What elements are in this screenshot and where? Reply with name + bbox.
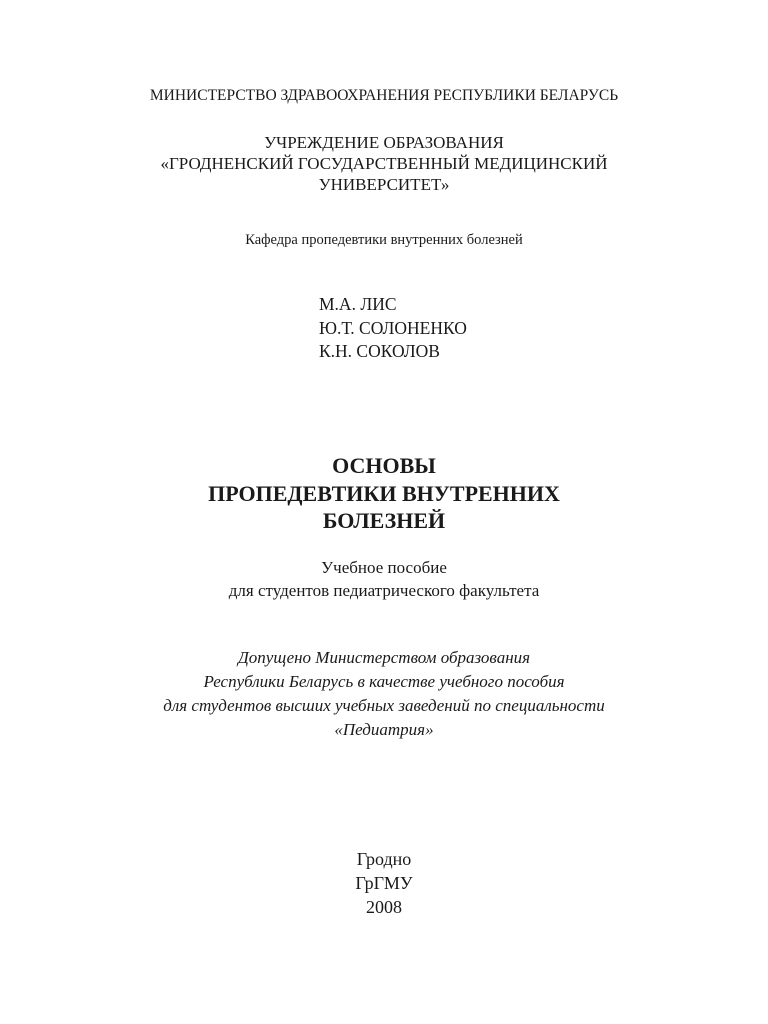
- imprint-year: 2008: [366, 897, 402, 917]
- author-3: К.Н. СОКОЛОВ: [319, 341, 440, 361]
- institution-line-2: «ГРОДНЕНСКИЙ ГОСУДАРСТВЕННЫЙ МЕДИЦИНСКИЙ: [160, 154, 608, 173]
- imprint: [0, 847, 768, 919]
- author-1: М.А. ЛИС: [319, 294, 397, 314]
- author-2: Ю.Т. СОЛОНЕНКО: [319, 317, 467, 338]
- book-title-line-3: БОЛЕЗНЕЙ: [322, 508, 446, 533]
- book-subtitle-line-2: для студентов педиатрического факультета: [228, 581, 540, 600]
- ministry-heading: [0, 86, 768, 106]
- book-title-line-1: ОСНОВЫ: [332, 453, 436, 478]
- approval-line-4: «Педиатрия»: [334, 720, 434, 739]
- ministry-text: МИНИСТЕРСТВО ЗДРАВООХРАНЕНИЯ РЕСПУБЛИКИ БЕЛАРУСЬ: [149, 87, 619, 104]
- book-subtitle: [0, 556, 768, 602]
- imprint-publisher: ГрГМУ: [355, 873, 413, 893]
- institution-line-1: УЧРЕЖДЕНИЕ ОБРАЗОВАНИЯ: [264, 133, 504, 152]
- book-title: [0, 452, 768, 535]
- institution-heading: [0, 132, 768, 195]
- institution-line-3: УНИВЕРСИТЕТ»: [318, 175, 450, 194]
- book-title-line-2: ПРОПЕДЕВТИКИ ВНУТРЕННИХ: [208, 480, 560, 506]
- approval-statement: [0, 646, 768, 742]
- approval-line-1: Допущено Министерством образования: [237, 648, 531, 667]
- approval-line-2: Республики Беларусь в качестве учебного пособия: [203, 672, 565, 691]
- approval-line-3: для студентов высших учебных заведений по специальности: [163, 696, 605, 715]
- department-heading: [0, 230, 768, 250]
- book-subtitle-line-1: Учебное пособие: [321, 558, 447, 577]
- department-text: Кафедра пропедевтики внутренних болезней: [245, 232, 523, 248]
- authors-list: [319, 293, 467, 364]
- imprint-city: Гродно: [356, 849, 412, 869]
